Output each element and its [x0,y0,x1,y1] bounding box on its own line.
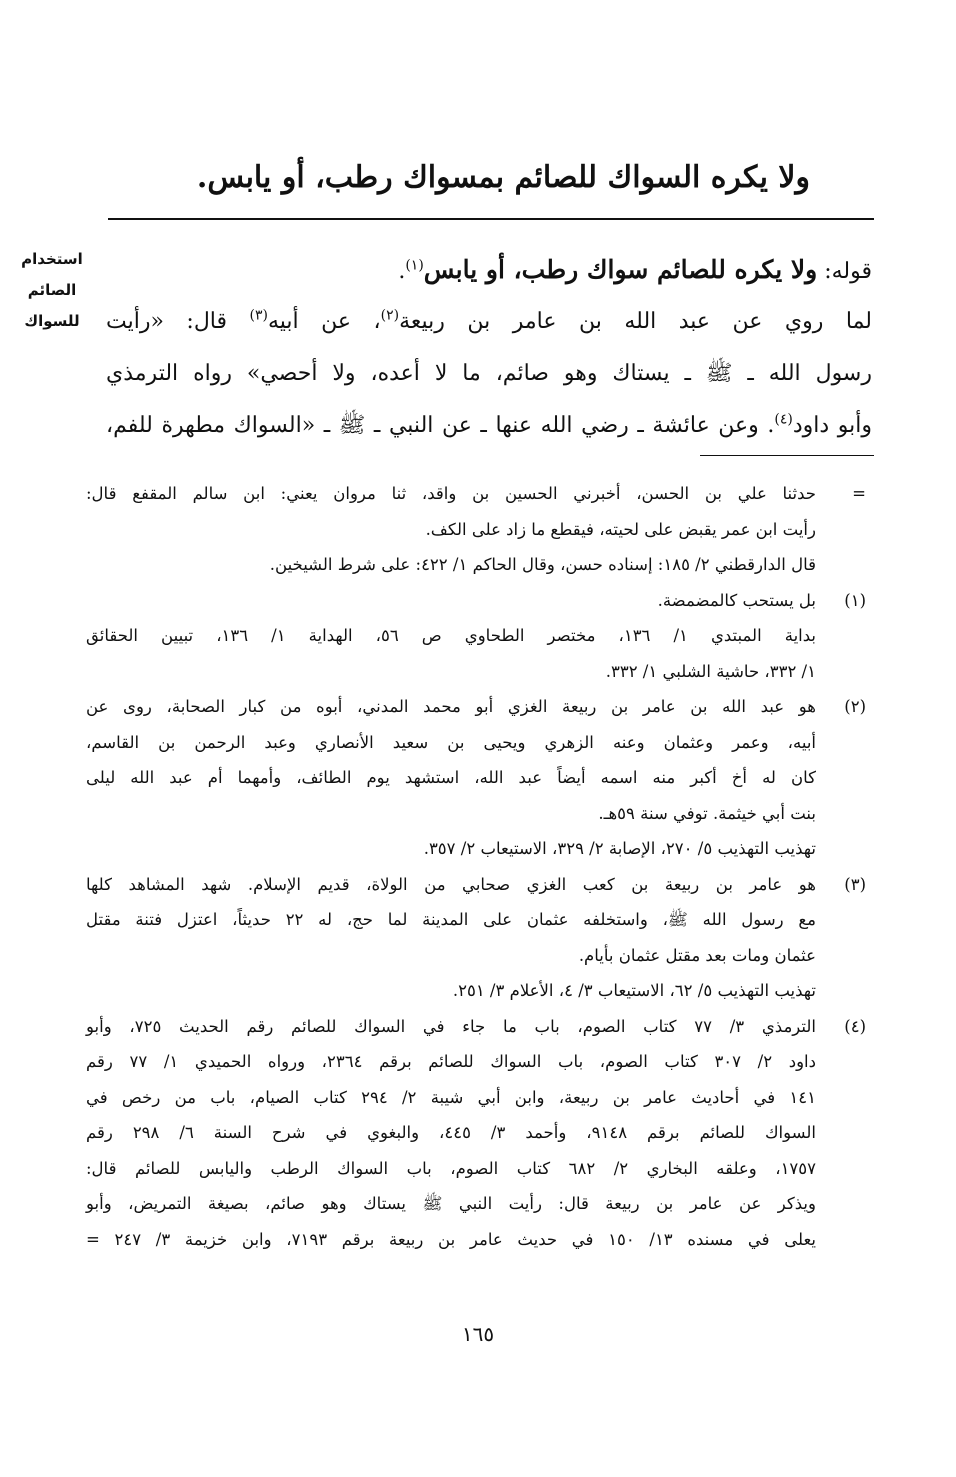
footnote-ref: (٣) [249,307,268,324]
footnote-number: (٣) [844,874,866,894]
text-line: لما روي عن عبد الله بن عامر بن ربيعة$^{(٢)}$، عن أبيه$^{(٣)}$ قال: «رأيت [106,307,873,334]
footnote-line: حدثنا علي بن الحسن، أخبرني الحسين بن واقد، ثنا مروان يعني: ابن سالم المقفع قال: [86,484,816,503]
quote-prefix: قوله: [824,259,872,284]
footnote-number: (٢) [844,697,866,716]
footnote-line: ١/ ٣٣٢، حاشية الشلبي ١/ ٣٣٢. [605,661,816,681]
quote-text: ولا يكره للصائم سواك رطب، أو يابس [423,255,818,284]
header-divider [108,218,874,220]
text-line: وأبو داود$^{(٤)}$. وعن عائشة ـ رضي الله عنها ـ عن النبي ـ ﷺ ـ «السواك مطهرة للفم، [106,411,872,438]
margin-note-line: للسواك [24,312,80,330]
footnote-line: هو عامر بن ربيعة بن كعب الغزي صحابي من الولاة، قديم الإسلام. شهد المشاهد كلها [86,874,816,894]
footnote-line: بنت أبي خيثمة. توفي سنة ٥٩هـ. [598,803,816,823]
footnote-line: بداية المبتدي ١/ ١٣٦، مختصر الطحاوي ص ٥٦، الهداية ١/ ١٣٦، تبيين الحقائق [86,626,817,645]
footnote-line: قال الدارقطني ٢/ ١٨٥: إسناده حسن، وقال الحاكم ١/ ٤٢٢: على شرط الشيخين. [269,555,816,574]
footnote-line: رأيت ابن عمر يقبض على لحيته، فيقطع ما زاد على الكف. [425,519,816,539]
footnote-line: مع رسول الله ﷺ، واستخلفه عثمان على المدينة لما حج، له ٢٢ حديثاً، اعتزل فتنة مقتل [86,910,816,929]
footnote-line: ويذكر عن عامر بن ربيعة قال: رأيت النبي ﷺ يستاك وهو صائم، بصيغة التمريض، وأبو [86,1194,816,1213]
text-line: رسول الله ـ ﷺ ـ يستاك وهو صائم، ما لا أعده، ولا أحصي» رواه الترمذي [106,361,872,386]
footnote-divider [700,455,874,456]
footnote [86,583,866,690]
footnote [86,867,866,1009]
footnote-line: تهذيب التهذيب ٥/ ٢٧٠، الإصابة ٢/ ٣٢٩، الاستيعاب ٢/ ٣٥٧. [423,839,816,858]
footnote-line: داود ٢/ ٣٠٧ كتاب الصوم، باب السواك للصائم برقم ٢٣٦٤، ورواه الحميدي ١/ ٧٧ رقم [86,1052,816,1071]
quote-line: قوله: ولا يكره للصائم سواك رطب، أو يابس$^{(١)}$. [398,255,872,284]
footnote [86,689,866,867]
margin-note [10,244,94,337]
footnote-line: أبيه، وعمر وعثمان وعنه الزهري ويحيى بن سعيد الأنصاري وعبد الرحمن بن القاسم، [86,732,816,752]
footnote-line: السواك للصائم برقم ٩١٤٨، وأحمد ٣/ ٤٤٥، والبغوي في شرح السنة ٦/ ٢٩٨ رقم [86,1123,816,1142]
footnote-line: الترمذي ٣/ ٧٧ كتاب الصوم، باب ما جاء في السواك للصائم رقم الحديث ٧٢٥، وأبو [86,1016,816,1036]
footnote-line: ١٤١ في أحاديث عامر بن ربيعة، وابن أبي شيبة ٢/ ٢٩٤ كتاب الصيام، باب من رخص في [86,1087,817,1107]
margin-note-line: الصائم [27,281,77,299]
page-number: ١٦٥ [461,1322,495,1346]
footnote-number: (٤) [844,1016,866,1036]
footnote-ref: (١) [405,257,424,274]
footnote-ref: (٢) [380,307,400,324]
footnote-line: هو عبد الله بن عامر بن ربيعة الغزي أبو محمد المدني، أبوه من كبار الصحابة، روى عن [86,697,816,716]
footnote-number: = [852,484,866,503]
margin-note-line: استخدام [21,250,83,268]
running-head: ولا يكره السواك للصائم بمسواك رطب، أو يابس. [196,160,810,195]
footnote-line: تهذيب التهذيب ٥/ ٦٢، الاستيعاب ٣/ ٤، الأعلام ٣/ ٢٥١. [452,981,816,1000]
footnote-line: ١٧٥٧، وعلقه البخاري ٢/ ٦٨٢ كتاب الصوم، باب السواك الرطب واليابس للصائم قال: [86,1158,817,1178]
footnote-line: عثمان ومات بعد مقتل عثمان بأيام. [578,945,816,965]
footnotes [86,476,866,1257]
footnote [86,476,866,583]
footnote-number: (١) [844,590,866,610]
footnote-ref: (٤) [774,411,793,428]
footnote-line: بل يستحب كالمضمضة. [657,590,816,610]
footnote [86,1009,866,1258]
footnote-line: كان له أخ أكبر منه اسمه أيضاً عبد الله، استشهد يوم الطائف، وأمهما أم عبد الله ليلى [86,768,816,787]
main-text [106,244,872,452]
footnote-line: يعلى في مسنده ١٣/ ١٥٠ في حديث عامر بن ربيعة برقم ٧١٩٣، وابن خزيمة ٣/ ٢٤٧ = [86,1229,816,1249]
